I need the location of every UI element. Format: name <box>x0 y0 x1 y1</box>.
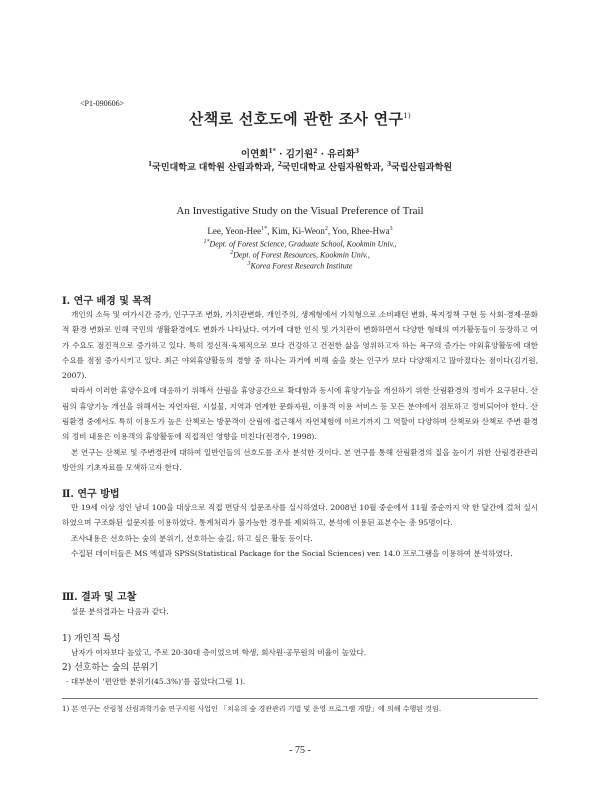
author-3-en-sup: 3 <box>389 226 393 232</box>
subsection-1-heading: 1) 개인적 특성 <box>62 634 121 644</box>
section-2-paragraph-2: 조사내용은 선호하는 숲의 분위기, 선호하는 숲길, 하고 싶은 활동 등이다. <box>71 533 313 543</box>
aff-en-3-sup: 3 <box>247 261 251 268</box>
aff-en-line-2 <box>0 249 600 260</box>
section-1-paragraph-1: 개인의 소득 및 여가시간 증가, 인구구조 변화, 가치관변화, 개인주의, 생계형에서 가치형으로 소비패턴 변화, 복지정책 구현 등 사회·경제·문화적 환경 변화로 인해 국민의 생활환경에도 변화가 나타났다. 여가에 대한 인식 및 가치관이 변화하면서 다양한 형태의 여가활동들이 등장하고 여가 수요도 점진적으로 증가하고 있다. 특히 정신적·육체적으로 보다 건강하고 건전한 삶을 영위하고자 하는 욕구의 증가는 야외휴양활동에 대한 수요를 점점 증가시키고 있다. 최근 야외휴양활동의 경향 중 하나는 과거에 비해 숲을 찾는 인구가 보다 다양해지고 많아졌다는 점이다(김기원, 2007). <box>62 310 538 381</box>
section-2-heading: Ⅱ. 연구 방법 <box>62 489 120 500</box>
aff-ko-3-sup: 3 <box>386 161 392 168</box>
aff-en-1: Dept. of Forest Science, Graduate School, Kookmin Univ., <box>209 239 397 249</box>
section-2-paragraph-3: 수집된 데이터들은 MS 엑셀과 SPSS(Statistical Package for the Social Sciences) ver. 14.0 프로그램을 이용하여 분석하였다. <box>71 548 513 558</box>
author-sep-1: · <box>275 149 286 160</box>
footnote-divider <box>62 698 538 699</box>
footnote: 1) 본 연구는 산림청 산림과학기술 연구지원 사업인 「치유의 숲 경관관리 기법 및 운영 프로그램 개발」에 의해 수행된 것임. <box>62 705 442 713</box>
subsection-2-heading: 2) 선호하는 숲의 분위기 <box>62 663 159 673</box>
document-code: <P1-090606> <box>80 99 125 108</box>
author-2-ko: 김기원 <box>285 149 314 160</box>
aff-ko-2: 국민대학교 산림자원학과, <box>281 163 387 173</box>
paper-title-text: 산책로 선호도에 관한 조사 연구 <box>188 110 404 128</box>
section-3-heading: Ⅲ. 결과 및 고찰 <box>62 592 137 603</box>
aff-en-3: Korea Forest Research Institute <box>250 261 353 271</box>
aff-en-1-sup: 1* <box>203 239 210 245</box>
affiliations-english <box>0 238 600 271</box>
aff-en-line-1 <box>0 238 600 249</box>
author-3-ko: 유리화 <box>327 149 355 160</box>
paper-title-english: An Investigative Study on the Visual Preference of Trail <box>176 205 424 217</box>
subsection-1-text: 남자가 여자보다 높았고, 주로 20·30대 층이었으며 학생, 회사원·공무원의 비율이 높았다. <box>71 648 367 657</box>
author-2-en-sup: 2 <box>324 226 328 232</box>
section-3-intro <box>62 604 538 619</box>
aff-en-2-sup: 2 <box>230 250 234 257</box>
aff-en-line-3 <box>0 260 600 271</box>
section-1-paragraph-3: 본 연구는 산책로 및 주변경관에 대하여 일반인들의 선호도를 조사 분석한 것이다. 본 연구를 통해 산림환경의 질을 높이기 위한 산림경관관리 방안의 기초자료를 모색하고자 한다. <box>62 447 538 472</box>
authors-english <box>0 226 600 236</box>
aff-ko-3: 국립산림과학원 <box>391 163 453 173</box>
section-2-body <box>62 500 538 561</box>
section-2-paragraph-1: 만 19세 이상 성인 남녀 100을 대상으로 직접 면담식 설문조사를 실시하였다. 2008년 10월 중순에서 11월 중순까지 약 한 달간에 걸쳐 실시하였으며 구조화된 설문지를 이용하였다. 통계처리가 불가능한 경우를 제외하고, 분석에 이용된 표본수는 총 95명이다. <box>62 503 538 528</box>
author-1-en: Lee, Yeon-Hee <box>207 226 262 236</box>
aff-ko-2-sup: 2 <box>277 161 282 168</box>
aff-ko-1-sup: 1 <box>147 161 153 168</box>
authors-korean <box>0 146 600 160</box>
subsection-2-body <box>62 674 538 689</box>
section-1-heading: Ⅰ. 연구 배경 및 목적 <box>62 296 152 307</box>
section-1-body <box>62 307 538 475</box>
author-1-ko-sup: 1* <box>268 147 276 155</box>
section-3-intro-text: 설문 분석결과는 다음과 같다. <box>71 607 169 616</box>
author-3-ko-sup: 3 <box>354 147 360 155</box>
page-number: - 75 - <box>289 745 311 756</box>
aff-en-2: Dept. of Forest Resources, Kookmin Univ., <box>233 250 370 260</box>
aff-ko-1: 국민대학교 대학원 산림과학과, <box>152 163 278 173</box>
section-1-paragraph-2: 따라서 이러한 휴양수요에 대응하기 위해서 산림을 휴양공간으로 확대함과 동시에 휴양기능을 개선하기 위한 산림환경의 정비가 요구된다. 산림의 휴양기능 개선을 위해서는 자연자원, 시설물, 지역과 연계한 문화자원, 이용객 이용 서비스 등 모든 분야에서 검토하고 정비되어야 한다. 산림환경 중에서도 특히 이용도가 높은 산책로는 방문객이 산림에 접근해서 자연체험에 이르기까지 그 역할이 다양하며 산책로와 산책로 주변 환경의 정비 내용은 이용객의 휴양활동에 직접적인 영향을 미친다(전경수, 1998). <box>62 386 538 442</box>
author-1-ko: 이연희 <box>240 149 269 160</box>
subsection-1-body <box>62 645 538 660</box>
author-2-ko-sup: 2 <box>313 147 318 155</box>
author-sep-2: · <box>317 149 328 160</box>
author-2-en: , Kim, Ki-Weon <box>267 226 325 236</box>
subsection-2-text: · 대부분이 '편안한 분위기(45.3%)'를 꼽았다(그림 1). <box>66 677 246 686</box>
author-1-en-sup: 1* <box>261 226 268 232</box>
author-3-en: , Yoo, Rhee-Hwa <box>327 226 390 236</box>
affiliations-korean <box>0 160 600 173</box>
paper-title <box>0 108 600 129</box>
title-footnote-mark: 1) <box>403 112 412 120</box>
